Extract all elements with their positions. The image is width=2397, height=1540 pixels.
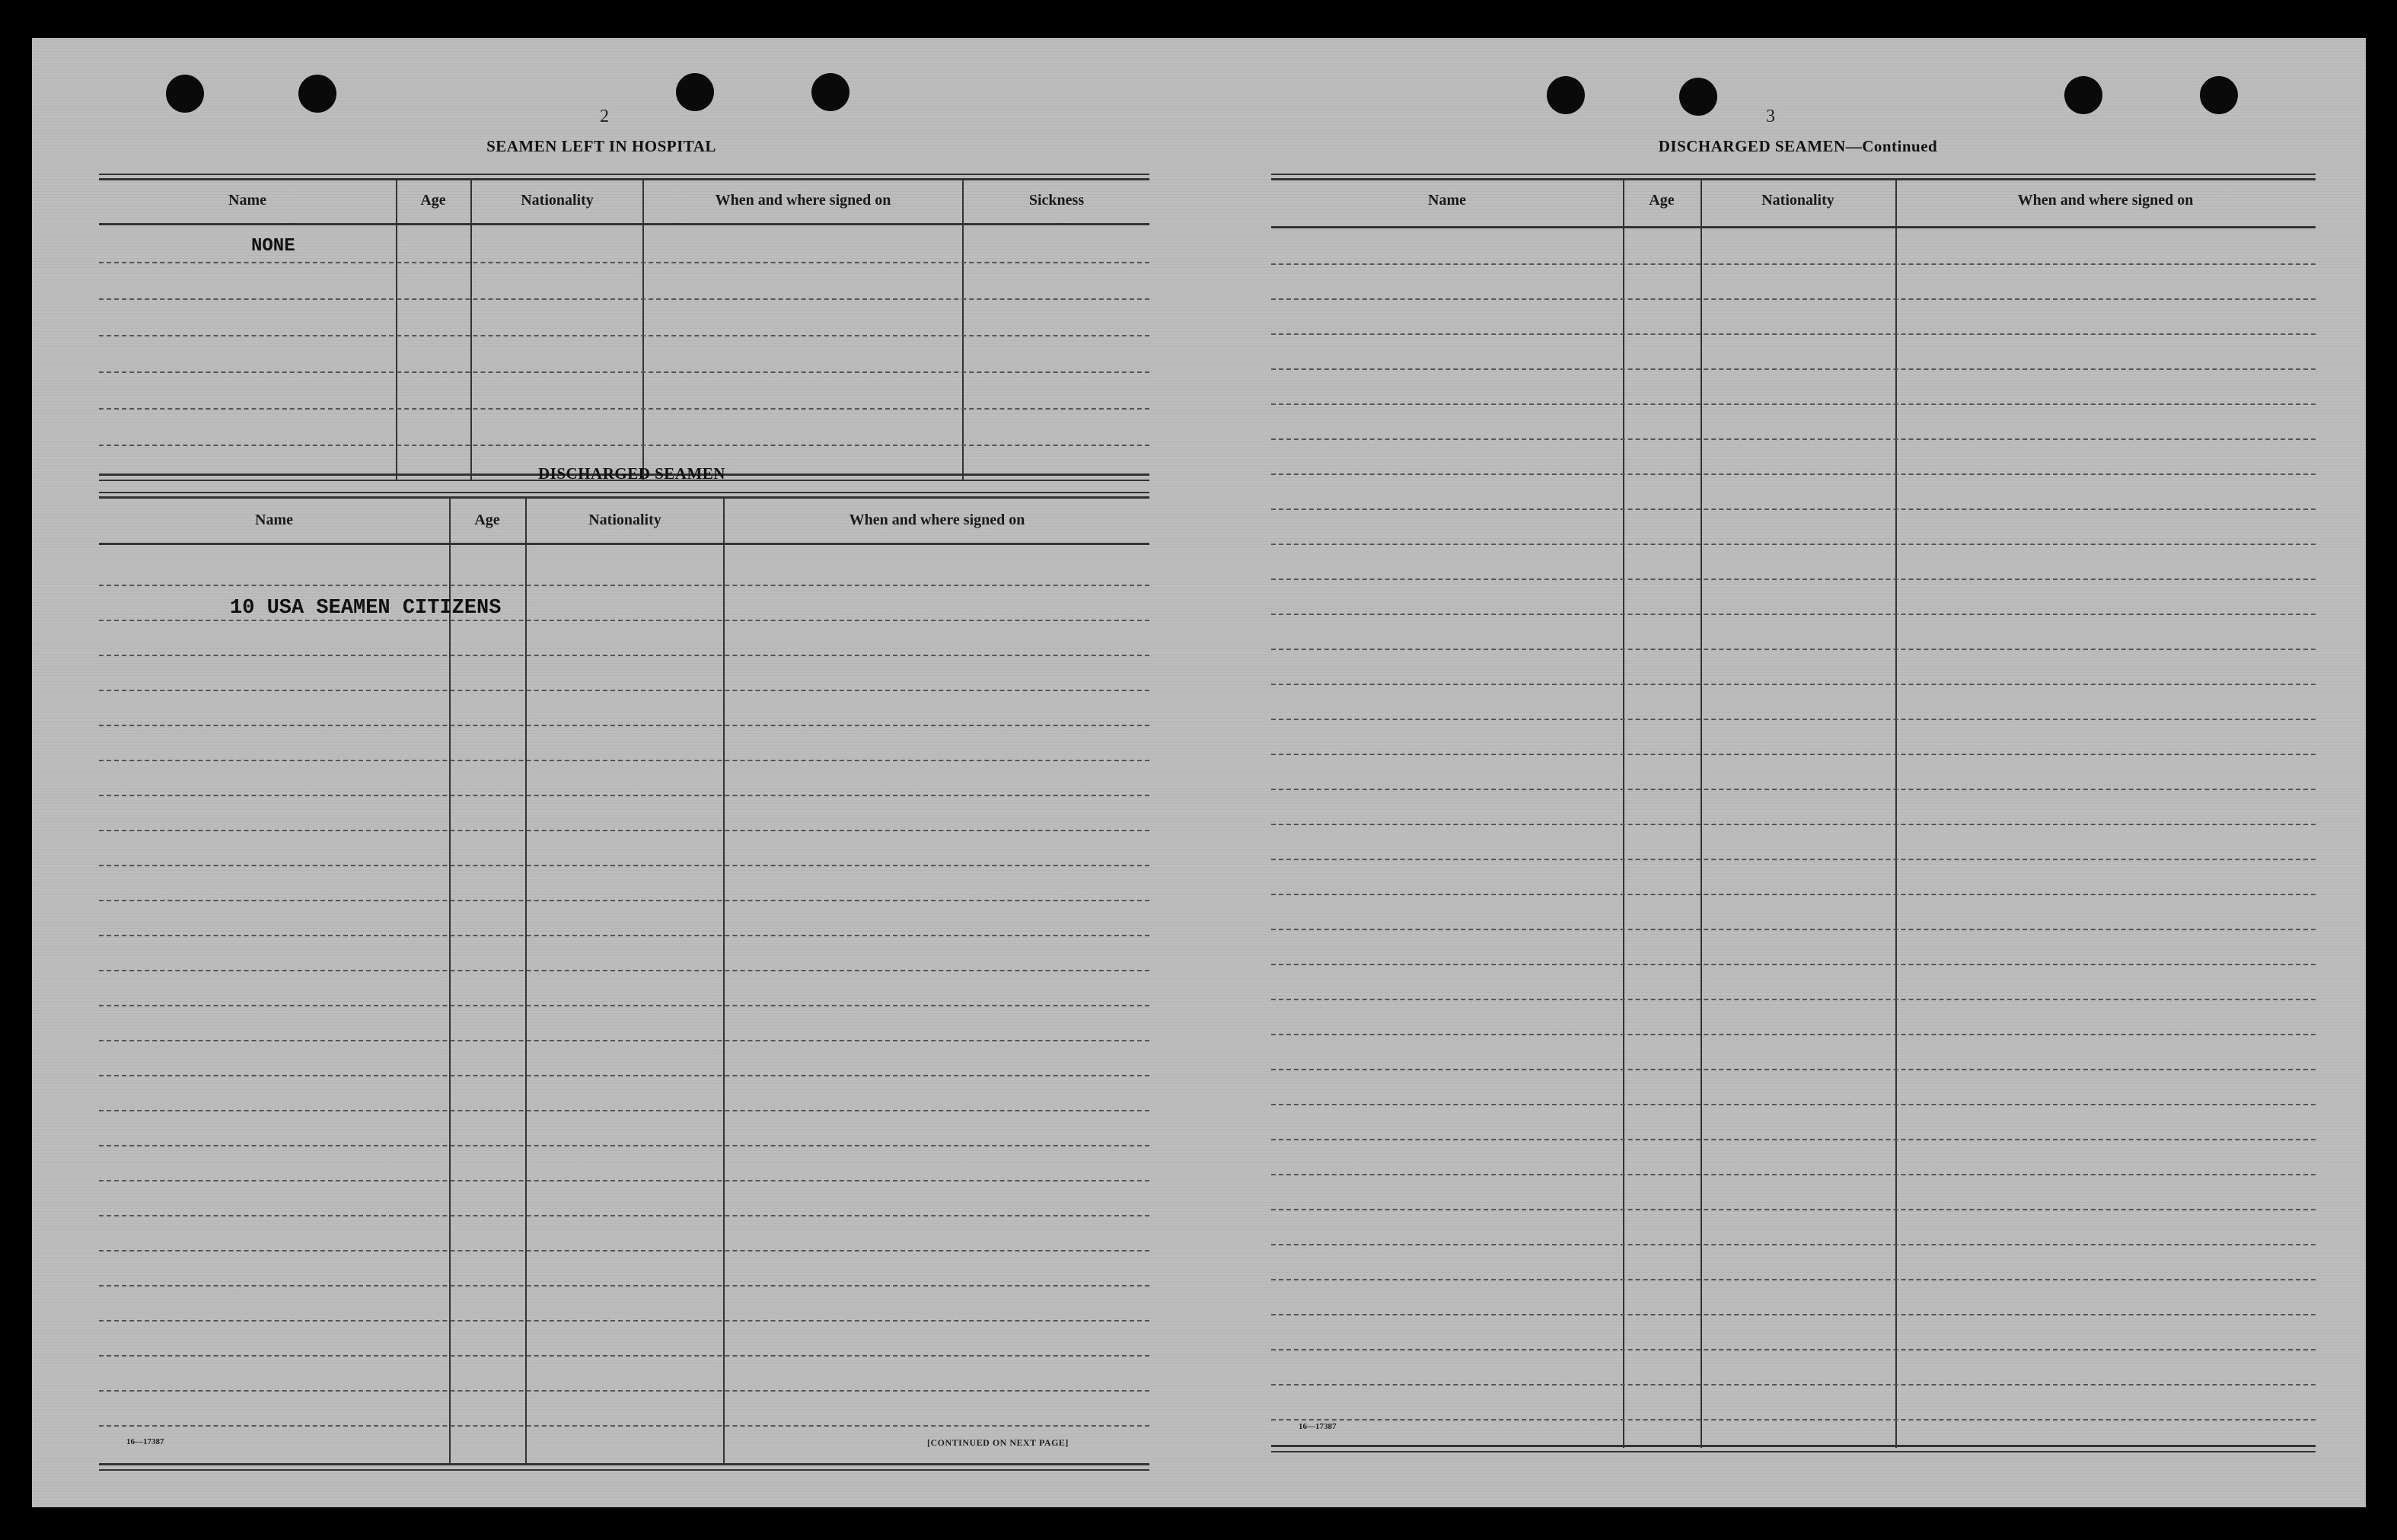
row-line	[99, 408, 1149, 410]
hospital-section-title: SEAMEN LEFT IN HOSPITAL	[486, 137, 716, 155]
row-line	[1271, 1069, 2316, 1070]
title-main: DISCHARGED SEAMEN	[1658, 137, 1846, 155]
punch-hole	[811, 73, 849, 111]
column-header-age: Age	[1649, 192, 1675, 209]
column-header-signed-on: When and where signed on	[849, 512, 1025, 528]
column-header-nationality: Nationality	[521, 192, 594, 209]
row-line	[99, 795, 1149, 796]
row-line	[99, 1390, 1149, 1392]
row-line	[99, 900, 1149, 901]
punch-hole	[298, 75, 336, 113]
row-line	[1271, 473, 2316, 475]
form-number-right: 16—17387	[1299, 1422, 1337, 1431]
row-line	[99, 335, 1149, 336]
column-header-signed-on: When and where signed on	[715, 192, 891, 209]
row-line	[99, 725, 1149, 726]
row-line	[99, 1320, 1149, 1322]
hospital-entry-none: NONE	[251, 236, 295, 257]
row-line	[99, 865, 1149, 866]
row-line	[99, 620, 1149, 621]
discharged-table-bottom	[99, 1463, 1149, 1465]
row-line	[99, 1425, 1149, 1427]
continued-on-next-page: [CONTINUED ON NEXT PAGE]	[927, 1437, 1069, 1448]
row-line	[1271, 298, 2316, 300]
punch-hole	[676, 73, 714, 111]
hospital-table	[99, 169, 1149, 481]
row-line	[1271, 368, 2316, 370]
column-header-signed-on: When and where signed on	[2017, 192, 2194, 209]
row-line	[99, 585, 1149, 586]
column-divider	[962, 178, 964, 481]
column-header-name: Name	[255, 512, 293, 528]
row-line	[99, 760, 1149, 761]
column-divider	[470, 178, 472, 481]
document-sheet	[32, 38, 2366, 1507]
row-line	[1271, 754, 2316, 755]
discharged-table-left	[99, 489, 1149, 1475]
row-line	[1271, 649, 2316, 650]
row-line	[1271, 333, 2316, 335]
row-line	[1271, 1174, 2316, 1175]
punch-hole	[1547, 76, 1585, 114]
row-line	[1271, 1244, 2316, 1245]
row-line	[1271, 719, 2316, 720]
punch-hole	[2064, 76, 2102, 114]
row-line	[99, 1110, 1149, 1111]
row-line	[1271, 1384, 2316, 1385]
row-line	[99, 445, 1149, 446]
row-line	[1271, 789, 2316, 790]
page-number-left: 2	[600, 107, 609, 126]
row-line	[1271, 1209, 2316, 1210]
row-line	[99, 1040, 1149, 1041]
row-line	[1271, 684, 2316, 685]
punch-hole	[166, 75, 204, 113]
title-suffix: —Continued	[1845, 137, 1938, 155]
row-line	[99, 1250, 1149, 1251]
row-line	[99, 690, 1149, 691]
column-divider	[396, 178, 397, 481]
column-header-name: Name	[228, 192, 266, 209]
page-number-right: 3	[1766, 107, 1775, 126]
row-line	[1271, 894, 2316, 895]
punch-hole	[1679, 78, 1717, 116]
row-line	[99, 371, 1149, 373]
row-line	[1271, 509, 2316, 510]
punch-hole	[2200, 76, 2238, 114]
column-header-sickness: Sickness	[1028, 192, 1085, 209]
discharged-section-title: DISCHARGED SEAMEN	[538, 464, 725, 483]
row-line	[99, 970, 1149, 971]
row-line	[99, 1075, 1149, 1076]
row-line	[1271, 403, 2316, 405]
discharged-rows-right	[1271, 169, 2316, 1456]
row-line	[99, 298, 1149, 300]
row-line	[99, 655, 1149, 656]
row-line	[1271, 824, 2316, 825]
row-line	[1271, 1279, 2316, 1280]
column-header-nationality: Nationality	[588, 512, 661, 528]
row-line	[99, 1145, 1149, 1146]
row-line	[99, 935, 1149, 936]
column-header-nationality: Nationality	[1761, 192, 1834, 209]
row-line	[99, 1180, 1149, 1181]
column-header-name: Name	[1428, 192, 1466, 209]
column-divider	[642, 178, 644, 481]
discharged-continued-bottom	[1271, 1445, 2316, 1447]
row-line	[1271, 1314, 2316, 1315]
row-line	[99, 1005, 1149, 1006]
row-line	[1271, 929, 2316, 930]
row-line	[1271, 964, 2316, 965]
row-line	[99, 262, 1149, 263]
row-line	[99, 1215, 1149, 1216]
row-line	[99, 830, 1149, 831]
row-line	[1271, 579, 2316, 580]
row-line	[1271, 1034, 2316, 1035]
discharged-rows-left	[99, 489, 1149, 1475]
row-line	[1271, 1349, 2316, 1350]
column-header-age: Age	[474, 512, 500, 528]
row-line	[1271, 438, 2316, 440]
row-line	[1271, 614, 2316, 615]
form-number-left: 16—17387	[126, 1437, 164, 1446]
row-line	[1271, 263, 2316, 265]
row-line	[99, 1355, 1149, 1357]
column-header-age: Age	[420, 192, 446, 209]
row-line	[1271, 1419, 2316, 1420]
row-line	[1271, 1139, 2316, 1140]
row-line	[1271, 1104, 2316, 1105]
row-line	[99, 1285, 1149, 1287]
discharged-continued-title	[1570, 137, 2026, 156]
row-line	[1271, 859, 2316, 860]
row-line	[1271, 999, 2316, 1000]
discharged-table-right	[1271, 169, 2316, 1456]
row-line	[1271, 544, 2316, 545]
discharged-entry: 10 USA SEAMEN CITIZENS	[230, 597, 502, 620]
